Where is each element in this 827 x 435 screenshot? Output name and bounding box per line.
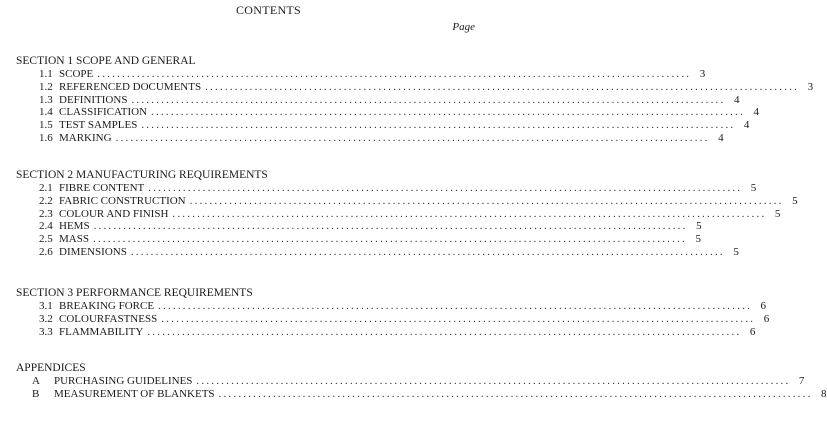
entry-page: 4 (753, 106, 760, 119)
leader-dots: ........................................................................................................................ (131, 93, 726, 106)
entry-number: 3.1 (39, 300, 53, 312)
toc-entry[interactable] (16, 106, 760, 119)
entry-label: REFERENCED DOCUMENTS (59, 80, 202, 93)
entry-number: 2.4 (39, 220, 53, 233)
entry-page: 6 (763, 312, 770, 325)
entry-label: HEMS (59, 220, 90, 233)
entry-label: DIMENSIONS (59, 245, 127, 258)
section-heading: SECTION 1 SCOPE AND GENERAL (16, 55, 196, 67)
toc-entry[interactable] (16, 300, 767, 313)
entry-number: 2.1 (39, 182, 53, 194)
entry-page: 5 (750, 182, 757, 194)
leader-dots: ........................................................................................................................ (196, 375, 791, 387)
entry-page: 5 (774, 207, 781, 220)
entry-label: BREAKING FORCE (59, 300, 155, 312)
leader-dots: ........................................................................................................................ (218, 387, 813, 400)
entry-page: 5 (733, 245, 739, 258)
leader-dots: ........................................................................................................................ (172, 207, 767, 220)
entry-number: 1.5 (39, 119, 53, 132)
entry-page: 5 (792, 194, 798, 207)
entry-page: 6 (760, 300, 767, 312)
entry-label: CLASSIFICATION (59, 106, 148, 119)
entry-page: 3 (807, 80, 814, 93)
appendices (16, 361, 827, 401)
leader-dots: ........................................................................................................................ (130, 245, 725, 258)
section-2 (16, 168, 798, 259)
entry-number: 3.3 (39, 325, 53, 338)
entry-number: 3.2 (39, 312, 53, 325)
leader-dots: ........................................................................................................................ (147, 325, 742, 338)
leader-dots: ........................................................................................................................ (97, 68, 692, 80)
entry-number: 1.4 (39, 106, 53, 119)
toc-entry[interactable] (16, 220, 702, 233)
entry-number: 1.1 (39, 68, 53, 80)
entry-number: 1.6 (39, 131, 53, 144)
entry-number: 2.2 (39, 194, 53, 207)
entry-page: 5 (695, 233, 701, 246)
entry-label: PURCHASING GUIDELINES (54, 375, 193, 387)
toc-entry[interactable] (16, 194, 798, 208)
entry-number: B (32, 387, 40, 400)
leader-dots: ........................................................................................................................ (161, 312, 756, 325)
entry-label: MARKING (59, 131, 112, 144)
entry-label: MEASUREMENT OF BLANKETS (54, 387, 215, 400)
toc-entry[interactable] (16, 207, 781, 221)
entry-page: 6 (749, 325, 756, 338)
leader-dots: ........................................................................................................................ (141, 119, 736, 132)
page-column-label: Page (452, 21, 475, 33)
contents-title: CONTENTS (235, 3, 302, 17)
leader-dots: ........................................................................................................................ (189, 194, 784, 207)
entry-number: 2.5 (39, 233, 53, 246)
leader-dots: ........................................................................................................................ (158, 300, 753, 312)
toc-entry[interactable] (16, 312, 770, 326)
leader-dots: ........................................................................................................................ (115, 131, 710, 144)
toc-entry[interactable] (16, 68, 706, 81)
toc-entry[interactable] (16, 233, 701, 246)
leader-dots: ........................................................................................................................ (205, 80, 800, 93)
leader-dots: ........................................................................................................................ (151, 106, 746, 119)
entry-label: DEFINITIONS (59, 93, 128, 106)
entry-page: 5 (696, 220, 702, 233)
entry-page: 7 (798, 375, 805, 387)
entry-page: 4 (733, 93, 740, 106)
entry-label: SCOPE (59, 68, 94, 80)
entry-label: FABRIC CONSTRUCTION (59, 194, 186, 207)
section-heading: SECTION 2 MANUFACTURING REQUIREMENTS (16, 169, 268, 181)
entry-number: 2.6 (39, 245, 53, 258)
leader-dots: ........................................................................................................................ (93, 220, 688, 233)
leader-dots: ........................................................................................................................ (148, 182, 743, 194)
entry-label: TEST SAMPLES (59, 119, 138, 132)
toc-entry[interactable] (16, 119, 750, 132)
section-1 (16, 54, 814, 145)
toc-entry[interactable] (16, 325, 756, 339)
entry-page: 4 (743, 119, 750, 132)
toc-entry[interactable] (16, 387, 827, 401)
entry-number: 1.3 (39, 93, 53, 106)
entry-page: 4 (718, 131, 724, 144)
section-heading: SECTION 3 PERFORMANCE REQUIREMENTS (16, 287, 253, 299)
entry-label: COLOUR AND FINISH (59, 207, 169, 220)
toc-entry[interactable] (16, 375, 805, 388)
entry-label: FLAMMABILITY (59, 325, 144, 338)
section-3 (16, 286, 770, 338)
toc-entry[interactable] (16, 182, 757, 195)
entry-number: 1.2 (39, 80, 53, 93)
entry-page: 3 (699, 68, 706, 80)
entry-number: A (32, 375, 40, 387)
section-heading: APPENDICES (16, 362, 86, 374)
toc-entry[interactable] (16, 93, 740, 107)
entry-label: MASS (59, 233, 89, 246)
toc-entry[interactable] (16, 245, 739, 259)
toc-entry[interactable] (16, 80, 814, 94)
toc-entry[interactable] (16, 131, 724, 145)
entry-page: 8 (821, 387, 827, 400)
entry-label: COLOURFASTNESS (59, 312, 158, 325)
leader-dots: ........................................................................................................................ (92, 233, 687, 246)
entry-label: FIBRE CONTENT (59, 182, 145, 194)
entry-number: 2.3 (39, 207, 53, 220)
